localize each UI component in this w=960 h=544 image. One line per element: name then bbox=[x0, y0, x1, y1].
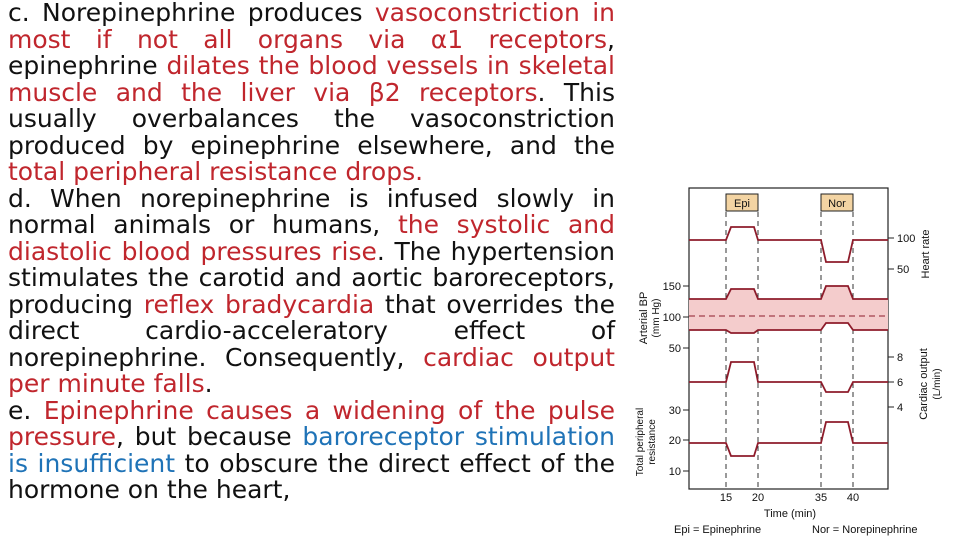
heart-rate-trace bbox=[689, 227, 888, 262]
tpr-tick-30: 30 bbox=[668, 405, 681, 417]
baroreceptor-text: baroreceptor stimulation is insufficient bbox=[8, 422, 615, 478]
hemodynamics-diagram bbox=[628, 180, 960, 540]
co-tick-4: 4 bbox=[897, 402, 904, 414]
tpr-tick-20: 20 bbox=[668, 435, 681, 447]
x-tick-40: 40 bbox=[846, 492, 860, 504]
x-tick-20: 20 bbox=[751, 492, 765, 504]
paragraph-d-end: . bbox=[204, 369, 213, 398]
bp-tick-150: 150 bbox=[662, 281, 681, 293]
arterial-bp-label: Arterial BP bbox=[638, 291, 650, 345]
hr-tick-100: 100 bbox=[897, 233, 916, 245]
alpha1-receptors-text: α1 receptors bbox=[405, 24, 608, 54]
x-tick-15: 15 bbox=[719, 492, 733, 504]
hr-tick-50: 50 bbox=[897, 264, 910, 276]
infusion-markers bbox=[726, 212, 853, 489]
co-tick-8: 8 bbox=[897, 352, 904, 364]
tpr-label-line2: resistance bbox=[647, 419, 658, 465]
paragraph-c bbox=[8, 0, 615, 186]
paragraph-d-intro: d. When norepinephrine is infused slowly in normal animals or humans, bbox=[8, 183, 615, 239]
paragraph-e-mid: , but because bbox=[115, 422, 303, 451]
co-tick-6: 6 bbox=[897, 377, 904, 389]
paragraph-d-body: . The hypertension stimulates the carotid and aortic baroreceptors, producing bbox=[8, 236, 615, 319]
tpr-label-line1: Total peripheral bbox=[635, 407, 646, 477]
pulse-pressure-text: Epinephrine causes a widening of the pulse pressure bbox=[8, 395, 615, 451]
heart-rate-label: Heart rate bbox=[920, 229, 932, 279]
tpr-tick-10: 10 bbox=[668, 466, 681, 478]
arterial-bp-unit: (mm Hg) bbox=[651, 298, 662, 338]
paragraph-e bbox=[8, 395, 615, 504]
bp-tick-50: 50 bbox=[668, 343, 681, 355]
paragraph-c-intro: c. Norepinephrine produces bbox=[8, 0, 375, 27]
hemodynamics-figure bbox=[628, 180, 960, 540]
right-ticks bbox=[888, 238, 894, 407]
cardiac-output-label: Cardiac output bbox=[918, 348, 930, 420]
text-column bbox=[8, 0, 615, 504]
tpr-drops-text: total peripheral resistance drops. bbox=[8, 157, 424, 186]
pulse-pressure-band bbox=[689, 286, 888, 333]
vasodilation-text: dilates the blood vessels in skeletal muscle and the liver via bbox=[8, 51, 615, 107]
nor-label: Nor bbox=[828, 198, 846, 210]
paragraph-d bbox=[8, 183, 615, 398]
bp-rise-text: the systolic and diastolic blood pressures rise bbox=[8, 210, 615, 266]
paragraph-e-intro: e. bbox=[8, 395, 44, 425]
traces bbox=[689, 227, 888, 456]
left-ticks bbox=[683, 286, 689, 471]
legend-nor: Nor = Norepinephrine bbox=[812, 524, 918, 536]
paragraph-c-mid: , epinephrine bbox=[8, 24, 615, 80]
cardiac-output-unit: (L/min) bbox=[932, 368, 943, 400]
x-tick-35: 35 bbox=[814, 492, 828, 504]
legend-epi: Epi = Epinephrine bbox=[674, 524, 762, 536]
epi-label: Epi bbox=[734, 198, 750, 210]
x-axis-title: Time (min) bbox=[763, 508, 817, 520]
systolic-trace bbox=[689, 286, 888, 299]
paragraph-c-body: . This usually overbalances the vasoconstriction produced by epinephrine elsewhere, and the bbox=[8, 77, 615, 160]
cardiac-output-trace bbox=[689, 362, 888, 392]
cardiac-output-falls-text: cardiac output per minute falls bbox=[8, 342, 615, 398]
bp-tick-100: 100 bbox=[662, 312, 681, 324]
vasoconstriction-text: vasoconstriction in most if not all organs via bbox=[8, 0, 615, 54]
reflex-bradycardia-text: reflex bradycardia bbox=[143, 289, 375, 319]
beta2-receptors-text: β2 receptors bbox=[350, 77, 538, 107]
paragraph-e-end: to obscure the direct effect of the hormone on the heart, bbox=[8, 448, 615, 504]
paragraph-d-body-2: that overrides the direct cardio-acceleratory effect of norepinephrine. Consequently, bbox=[8, 289, 615, 372]
tpr-trace bbox=[689, 422, 888, 456]
